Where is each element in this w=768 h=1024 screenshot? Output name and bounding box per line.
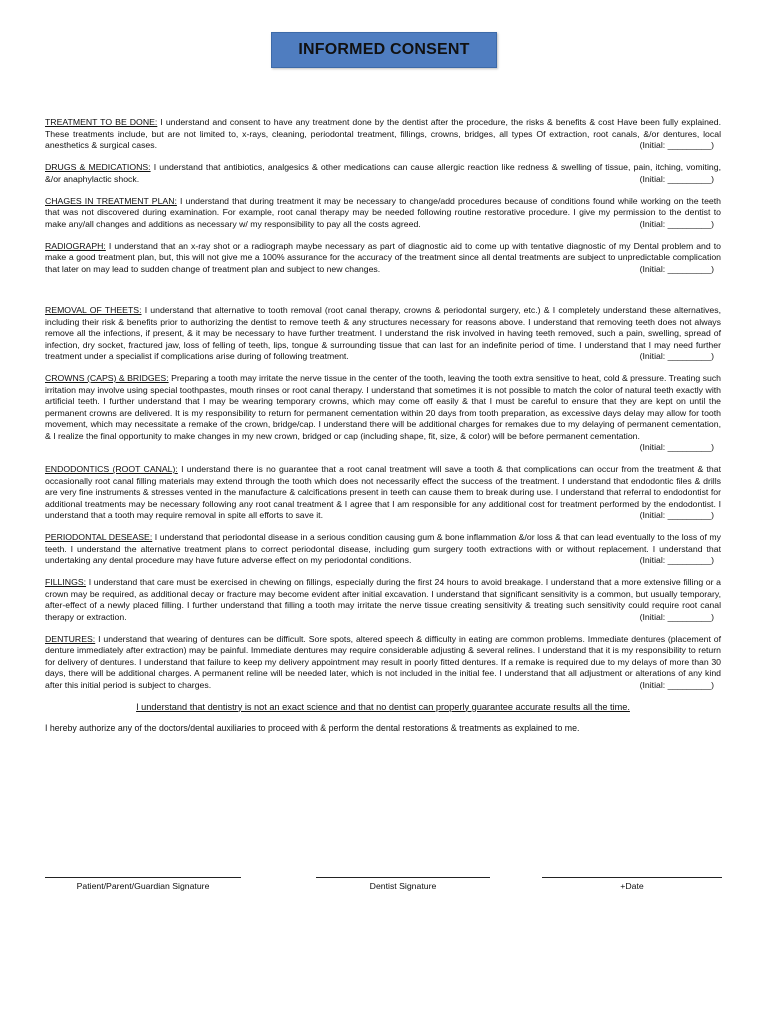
section-heading: PERIODONTAL DESEASE: <box>45 532 153 542</box>
initial-field[interactable]: (Initial: _________) <box>639 510 714 520</box>
dentist-signature-label: Dentist Signature <box>369 881 437 891</box>
section-changes <box>45 196 721 231</box>
section-heading: DRUGS & MEDICATIONS: <box>45 162 151 172</box>
section-heading: CROWNS (CAPS) & BRIDGES: <box>45 373 169 383</box>
section-heading: DENTURES: <box>45 633 96 644</box>
document-title: INFORMED CONSENT <box>271 32 497 68</box>
section-fillings <box>45 577 721 623</box>
date-line[interactable] <box>542 877 722 878</box>
section-body: Preparing a tooth may irritate the nerve tissue in the center of the tooth, leaving the tooth extra sensitive to heat, cold & pressure. Treating such irritation may involve using special toothpastes, mouth rinses or root canal therapy. I understand that sometimes it is not possible to match the color of natural teeth exactly with artificial teeth. I further understand that I may be wearing temporary crowns, which may come off easily & that I must be careful to ensure that they are kept on until the permanent crowns are delivered. It is my responsibility to return for permanent cementation within 20 days from tooth preparation, as excessive days delay may allow for tooth movement, which may necessitate a remake of the crown, bridge/cap. I understand there will be additional charges for remakes due to my delaying of permanent cementation, & I realize the final opportunity to make changes in my new crown, bridged or cap (including shape, fit, size, & color) will be before permanent cementation. <box>45 373 721 441</box>
section-heading: REMOVAL OF THEETS: <box>45 305 142 315</box>
date-label: +Date <box>620 881 644 891</box>
initial-field[interactable]: (Initial: _________) <box>639 679 714 690</box>
section-body: I understand and consent to have any treatment done by the dentist after the procedure, the risks & benefits & cost Have been fully explained. These treatments include, but are not limited to, x-rays, cleaning, periodontal treatment, fillings, crowns, bridges, all types Of extraction, root canals, &/or dentures, local anesthetics & surgical cases. <box>45 117 721 150</box>
section-heading: CHAGES IN TREATMENT PLAN: <box>45 195 177 206</box>
consent-content <box>45 117 721 735</box>
section-body: I understand that care must be exercised in chewing on fillings, especially during the first 24 hours to avoid breakage. I understand that a more extensive filling or a crown may be required, as additional decay or fracture may become evident after initial excavation. I understand that significant sensitivity is a common, but usually temporary, after-effect of a newly placed filling. I further understand that filling a tooth may irritate the nerve tissue creating sensitivity & treating such sensitivity could require root canal therapy or extraction. <box>45 577 721 622</box>
initial-field[interactable]: (Initial: _________) <box>639 140 714 150</box>
section-heading: RADIOGRAPH: <box>45 240 106 251</box>
section-treatment <box>45 117 721 152</box>
authorization-statement: I hereby authorize any of the doctors/dental auxiliaries to proceed with & perform the dental restorations & treatments as explained to me. <box>45 723 580 733</box>
section-removal <box>45 305 721 363</box>
dentist-signature-line[interactable] <box>316 877 490 878</box>
patient-signature-label: Patient/Parent/Guardian Signature <box>76 881 210 891</box>
section-body: I understand that alternative to tooth removal (root canal therapy, crowns & periodontal surgery, etc.) & I completely understand these alternatives, including their risk & benefits prior to authorizing the dentist to remove teeth & any structures necessary for reasons above. I understand that removing teeth does not always remove all the infections, if present, & it may be necessary to have further treatment. I understand the risk involved in having teeth removed, such a pain, swelling, spread of infection, dry socket, fractured jaw, loss of felling of teeth, lips, tongue & surrounding tissue that can last for an indefinite period of time. I understand that I may need further treatment under a specialist if complications arise during of following treatment. <box>45 305 721 361</box>
section-radiograph <box>45 241 721 276</box>
section-body: I understand that periodontal disease in a serious condition causing gum & bone inflammation &/or loss & that can lead eventually to the loss of my teeth. I understand the alternative treatment plans to correct periodontal disease, including gum surgery tooth extractions with or without replacement. I understand that undertaking any dental procedure may have future adverse effect on my periodontal conditions. <box>45 532 722 565</box>
initial-field[interactable]: (Initial: _________) <box>639 173 714 184</box>
section-heading: FILLINGS: <box>45 577 87 587</box>
section-crowns <box>45 373 721 454</box>
section-drugs <box>45 162 721 185</box>
section-body: I understand there is no guarantee that a root canal treatment will save a tooth & that complications can occur from the treatment & that occasionally root canal filling materials may extend through the tooth which does not necessarily effect the success of the treatment. I understand that endodontic files & drills are very fine instruments & stresses vented in the manufacture & calcifications present in teeth can cause them to break during use. I understand that referral to endodontist for additional treatments may be necessary following any root canal treatment & I agree that I am responsible for any additional cost for treatment performed by the endodontist. I understand that a tooth may require removal in spite all efforts to save it. <box>45 464 721 520</box>
patient-signature-line[interactable] <box>45 877 241 878</box>
disclaimer-statement: I understand that dentistry is not an exact science and that no dentist can properly guarantee accurate results all the time. <box>136 701 630 712</box>
initial-field[interactable]: (Initial: _________) <box>639 263 714 274</box>
initial-field[interactable]: (Initial: _________) <box>639 351 714 361</box>
section-endodontics <box>45 464 721 522</box>
section-body: I understand that during treatment it may be necessary to change/add procedures because of conditions found while working on the teeth that was not discovered during examination. For example, root canal therapy may be needed following routine restorative procedure. I give my permission to the dentist to make any/all changes and additions as necessary w/ my responsibility to pay all the costs agreed. <box>45 195 722 229</box>
initial-field[interactable]: (Initial: _________) <box>639 442 714 452</box>
section-body: I understand that wearing of dentures can be difficult. Sore spots, altered speech & difficulty in eating are common problems. Immediate dentures (placement of denture immediately after extraction) may be painful. Immediate dentures may require considerable adjusting & several relines. I understand that it is my responsibility to return for delivery of dentures. I understand that failure to keep my delivery appointment may result in poorly fitted dentures. If a remake is required due to my delays of more than 30 days, there will be additional charges. A permanent reline will be needed later, which is not included in the initial fee. I understand that all adjustment or alterations of any kind after this initial period is subject to charges. <box>45 633 721 690</box>
initial-field[interactable]: (Initial: _________) <box>639 555 714 565</box>
section-dentures <box>45 634 721 692</box>
section-heading: TREATMENT TO BE DONE: <box>45 117 158 127</box>
initial-field[interactable]: (Initial: _________) <box>639 218 714 229</box>
section-body: I understand that an x-ray shot or a radiograph maybe necessary as part of diagnostic aid to come up with tentative diagnostic of my Dental problem and to make a good treatment plan, but, this will not give me a 100% assurance for the accuracy of the treatment since all dental treatments are subject to unpredictable complication that later on may lead to sudden change of treatment plan and subject to new changes. <box>45 240 721 274</box>
section-periodontal <box>45 532 721 567</box>
section-heading: ENDODONTICS (ROOT CANAL): <box>45 464 178 474</box>
initial-field[interactable]: (Initial: _________) <box>639 611 714 622</box>
section-body: I understand that antibiotics, analgesics & other medications can cause allergic reaction like redness & swelling of tissue, pain, itching, vomiting, &/or anaphylactic shock. <box>45 162 721 184</box>
